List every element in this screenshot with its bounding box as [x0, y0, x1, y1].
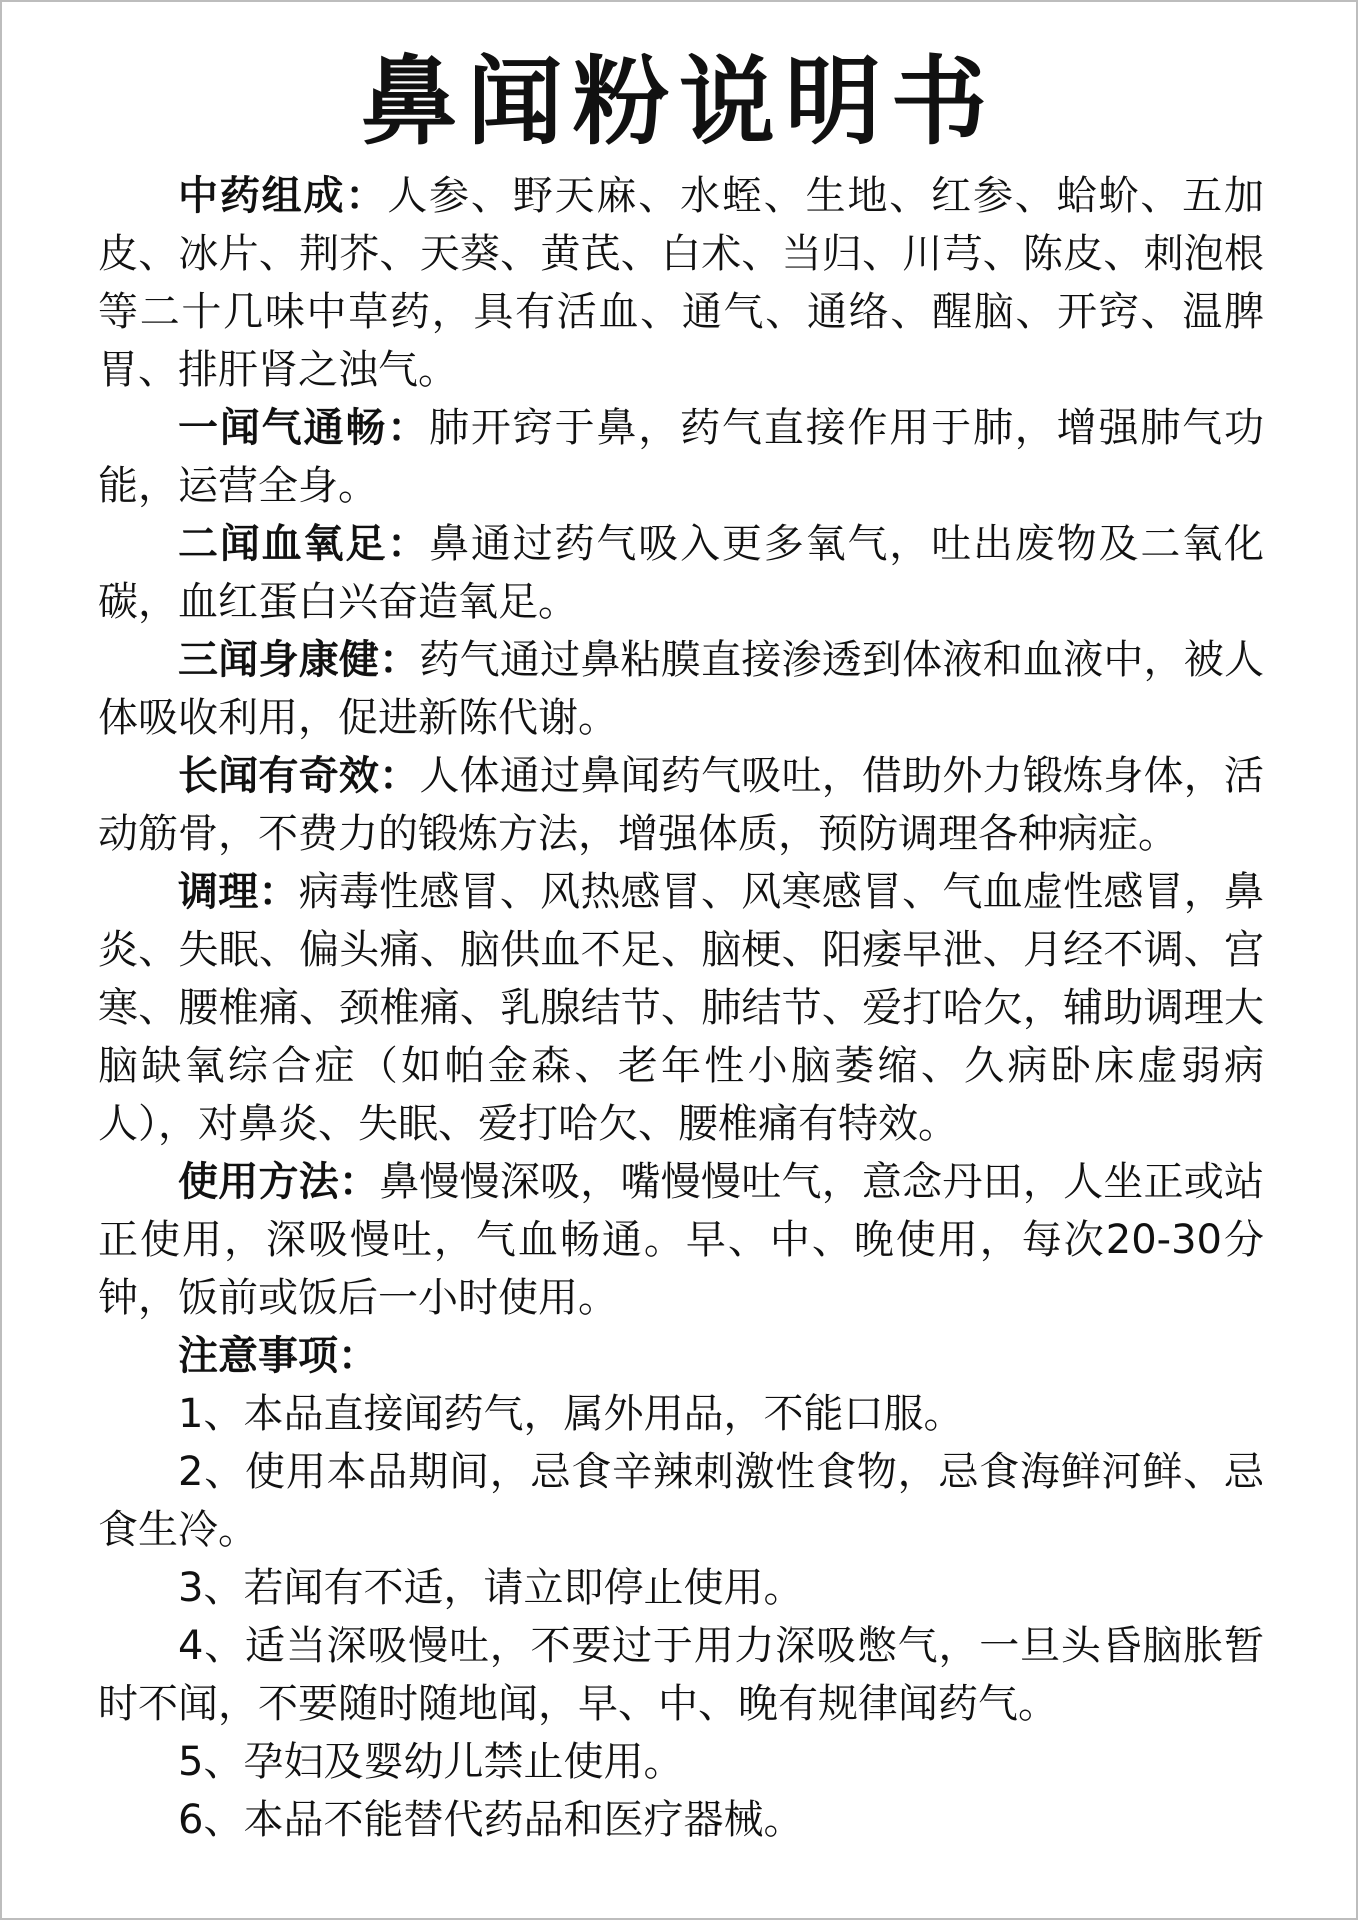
section-label: 长闻有奇效： — [178, 753, 420, 799]
section-oxygen — [98, 515, 1264, 631]
section-label: 使用方法： — [178, 1159, 380, 1205]
notes-item: 1、本品直接闻药气，属外用品，不能口服。 — [178, 1391, 964, 1437]
notes-heading: 注意事项： — [178, 1333, 378, 1379]
section-conditions — [98, 863, 1264, 1153]
section-label: 中药组成： — [178, 173, 388, 219]
page-title: 鼻闻粉说明书 — [361, 46, 997, 158]
section-long-term — [98, 747, 1264, 863]
section-text: 人参、野天麻、水蛭、生地、红参、蛤蚧、五加皮、冰片、荆芥、天葵、黄芪、白术、当归、川芎、陈皮、刺泡根等二十几味中草药，具有活血、通气、通络、醒脑、开窍、温脾胃、排肝肾之浊气。 — [98, 173, 1265, 393]
notes-item: 3、若闻有不适，请立即停止使用。 — [178, 1565, 804, 1611]
section-health — [98, 631, 1264, 747]
notes-item: 4、适当深吸慢吐，不要过于用力深吸憋气，一旦头昏脑胀暂时不闻，不要随时随地闻，早、中、晚有规律闻药气。 — [98, 1623, 1264, 1727]
section-ingredients — [98, 167, 1264, 399]
section-text: 鼻慢慢深吸，嘴慢慢吐气，意念丹田，人坐正或站正使用，深吸慢吐，气血畅通。早、中、晚使用，每次20-30分钟，饭前或饭后一小时使用。 — [98, 1159, 1265, 1321]
section-usage — [98, 1153, 1264, 1327]
section-text: 人体通过鼻闻药气吸吐，借助外力锻炼身体，活动筋骨，不费力的锻炼方法，增强体质，预防调理各种病症。 — [98, 753, 1265, 857]
section-label: 调理： — [178, 869, 299, 915]
section-breath — [98, 399, 1264, 515]
section-label: 一闻气通畅： — [178, 405, 430, 451]
section-label: 二闻血氧足： — [178, 521, 430, 567]
section-label: 三闻身康健： — [178, 637, 420, 683]
section-text: 肺开窍于鼻，药气直接作用于肺，增强肺气功能，运营全身。 — [98, 405, 1265, 509]
notes-item: 6、本品不能替代药品和医疗器械。 — [178, 1797, 804, 1843]
notes-item: 2、使用本品期间，忌食辛辣刺激性食物，忌食海鲜河鲜、忌食生冷。 — [98, 1449, 1264, 1553]
content-body — [98, 167, 1264, 1849]
section-text: 病毒性感冒、风热感冒、风寒感冒、气血虚性感冒，鼻炎、失眠、偏头痛、脑供血不足、脑梗、阳痿早泄、月经不调、宫寒、腰椎痛、颈椎痛、乳腺结节、肺结节、爱打哈欠，辅助调理大脑缺氧综合症（如帕金森、老年性小脑萎缩、久病卧床虚弱病人），对鼻炎、失眠、爱打哈欠、腰椎痛有特效。 — [98, 869, 1265, 1147]
section-text: 药气通过鼻粘膜直接渗透到体液和血液中，被人体吸收利用，促进新陈代谢。 — [98, 637, 1265, 741]
notes-item: 5、孕妇及婴幼儿禁止使用。 — [178, 1739, 684, 1785]
section-text: 鼻通过药气吸入更多氧气，吐出废物及二氧化碳，血红蛋白兴奋造氧足。 — [98, 521, 1265, 625]
